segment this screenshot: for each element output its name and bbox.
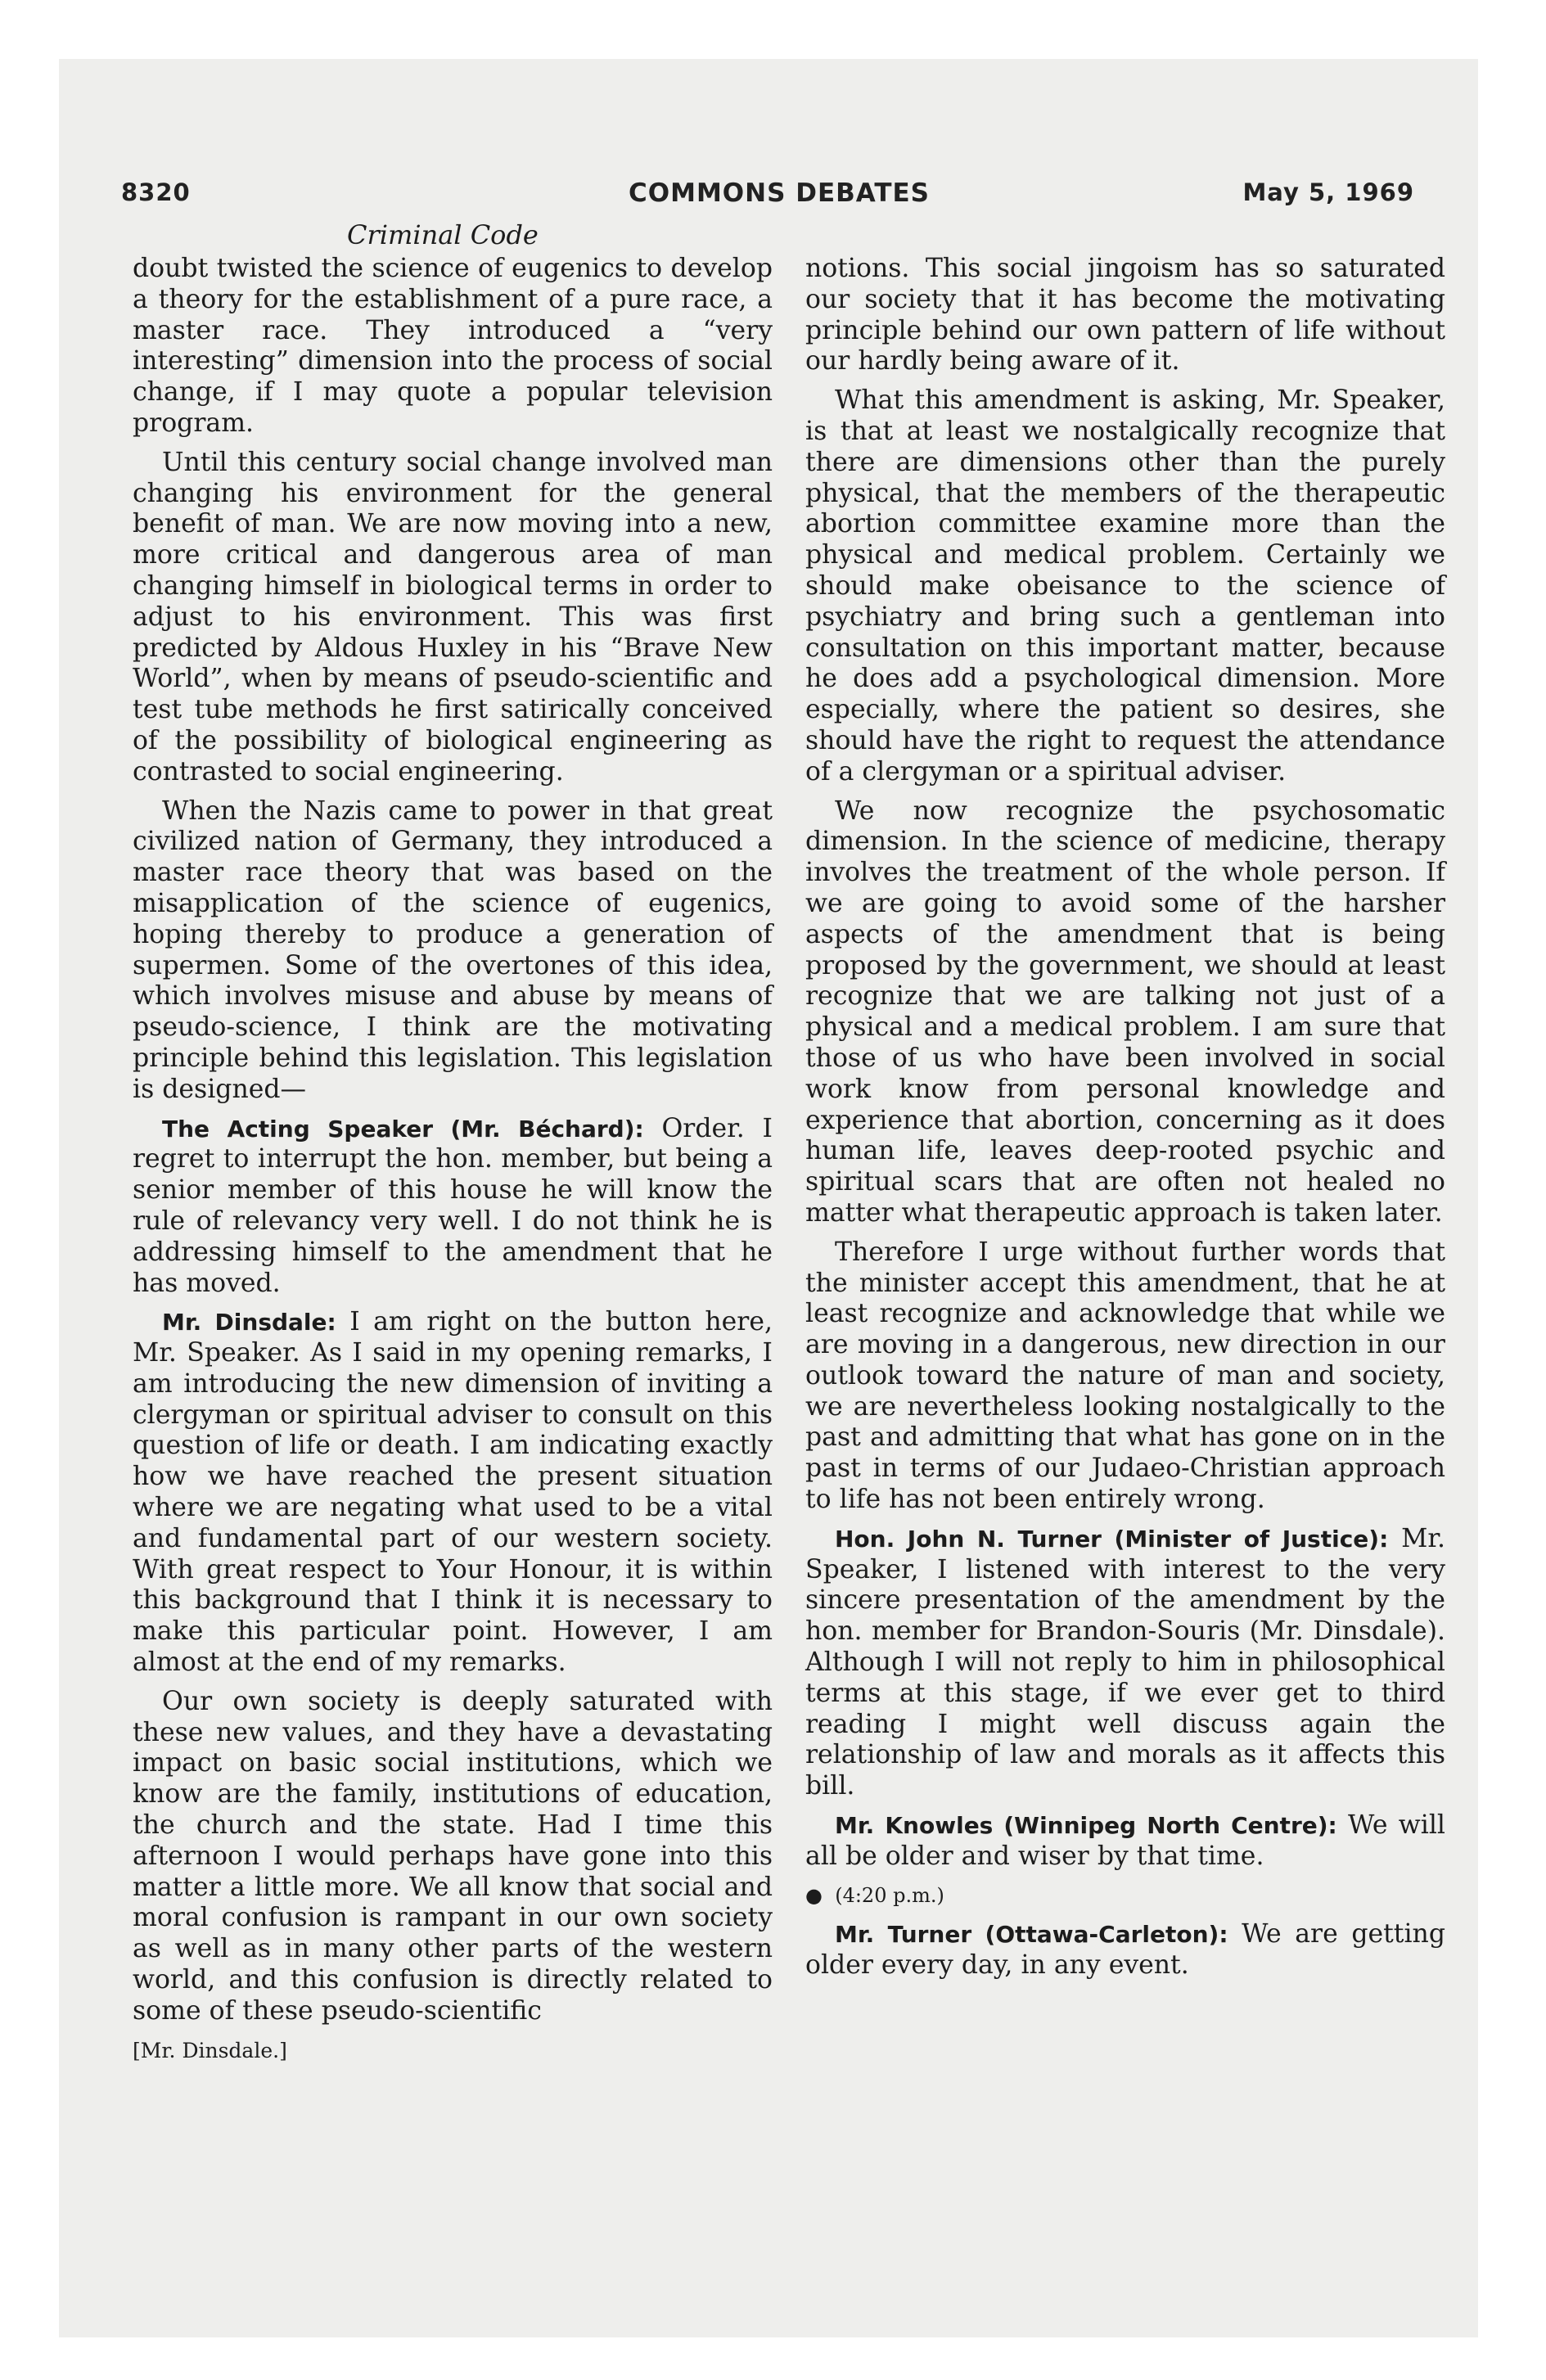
speech-paragraph — [805, 1524, 1445, 1802]
speech-paragraph — [133, 1307, 773, 1679]
speech-text: Mr. Speaker, I listened with interest to the very sincere presentation of the amendment by the hon. member for Brandon-Souris (Mr. Dinsdale). Although I will not reply to him in philosophical terms at this stage, if we ever get to third reading I might well discuss again the relationship of law and morals as it affects this bill. — [805, 1523, 1445, 1801]
paragraph: We now recognize the psychosomatic dimension. In the science of medicine, therapy involves the treatment of the whole person. If we are going to avoid some of the harsher aspects of the amendment that is being proposed by the government, we should at least recognize that we are talking not just of a physical and a medical problem. I am sure that those of us who have been involved in social work know from personal knowledge and experience that abortion, concerning as it does human life, leaves deep-rooted psychic and spiritual scars that are often not healed no matter what therapeutic approach is taken later. — [805, 796, 1445, 1228]
paragraph: What this amendment is asking, Mr. Speaker, is that at least we nostalgically recognize that there are dimensions other than the purely physical, that the members of the therapeutic abortion committee examine more than the physical and medical problem. Certainly we should make obeisance to the science of psychiatry and bring such a gentleman into consultation on this important matter, because he does add a psychological dimension. More especially, where the patient so desires, she should have the right to request the attendance of a clergyman or a spiritual adviser. — [805, 385, 1445, 787]
left-column — [133, 254, 773, 2074]
paragraph: Our own society is deeply saturated with these new values, and they have a devastating impact on basic social institutions, which we know are the family, institutions of education, the church and the state. Had I time this afternoon I would perhaps have gone into this matter a little more. We all know that social and moral confusion is rampant in our own society as well as in many other parts of the western world, and this confusion is directly related to some of these pseudo-scientific — [133, 1686, 773, 2026]
paragraph: doubt twisted the science of eugenics to develop a theory for the establishment of a pure race, a master race. They introduced a “very interesting” dimension into the process of social change, if I may quote a popular television program. — [133, 254, 773, 438]
section-heading: Criminal Code — [347, 219, 539, 250]
speech-paragraph — [133, 1114, 773, 1300]
page-title: COMMONS DEBATES — [629, 178, 930, 208]
paragraph: notions. This social jingoism has so saturated our society that it has become the motivating principle behind our own pattern of life without our hardly being aware of it. — [805, 254, 1445, 376]
speaker-name: Hon. John N. Turner (Minister of Justice): — [835, 1525, 1389, 1553]
page-date: May 5, 1969 — [1242, 178, 1414, 206]
document-page — [59, 59, 1478, 2337]
time-marker — [805, 1881, 1445, 1912]
bullet-icon: ● — [805, 1883, 836, 1907]
speech-paragraph — [805, 1919, 1445, 1981]
speech-text: I am right on the button here, Mr. Speaker. As I said in my opening remarks, I am introducing the new dimension of inviting a clergyman or spiritual adviser to consult on this question of life or death. I am indicating exactly how we have reached the present situation where we are negating what used to be a vital and fundamental part of our western society. With great respect to Your Honour, it is within this background that I think it is necessary to make this particular point. However, I am almost at the end of my remarks. — [133, 1307, 773, 1678]
paragraph: When the Nazis came to power in that great civilized nation of Germany, they introduced a master race theory that was based on the misapplication of the science of eugenics, hoping thereby to produce a generation of supermen. Some of the overtones of this idea, which involves misuse and abuse by means of pseudo-science, I think are the motivating principle behind this legislation. This legislation is designed— — [133, 796, 773, 1104]
speaker-name: Mr. Knowles (Winnipeg North Centre): — [835, 1812, 1337, 1840]
paragraph: Until this century social change involved man changing his environment for the general benefit of man. We are now moving into a new, more critical and dangerous area of man changing himself in biological terms in order to adjust to his environment. This was first predicted by Aldous Huxley in his “Brave New World”, when by means of pseudo-scientific and test tube methods he first satirically conceived of the possibility of biological engineering as contrasted to social engineering. — [133, 447, 773, 787]
speech-text: Order. I regret to interrupt the hon. member, but being a senior member of this house he will know the rule of relevancy very well. I do not think he is addressing himself to the amendment that he has moved. — [133, 1113, 773, 1298]
speech-text: We are getting older every day, in any event. — [805, 1919, 1445, 1981]
speaker-name: The Acting Speaker (Mr. Béchard): — [162, 1115, 644, 1143]
paragraph: Therefore I urge without further words that the minister accept this amendment, that he at least recognize and acknowledge that while we are moving in a dangerous, new direction in our outlook toward the nature of man and society, we are nevertheless looking nostalgically to the past and admitting that what has gone on in the past in terms of our Judaeo-Christian approach to life has not been entirely wrong. — [805, 1237, 1445, 1515]
speaker-name: Mr. Dinsdale: — [162, 1309, 336, 1336]
right-column — [805, 254, 1445, 1990]
time-stamp: (4:20 p.m.) — [835, 1883, 944, 1907]
speaker-note: [Mr. Dinsdale.] — [133, 2038, 287, 2062]
speech-paragraph — [805, 1810, 1445, 1873]
page-number: 8320 — [121, 178, 191, 206]
speech-text: We will all be older and wiser by that time. — [805, 1810, 1445, 1871]
speaker-name: Mr. Turner (Ottawa-Carleton): — [835, 1921, 1228, 1949]
